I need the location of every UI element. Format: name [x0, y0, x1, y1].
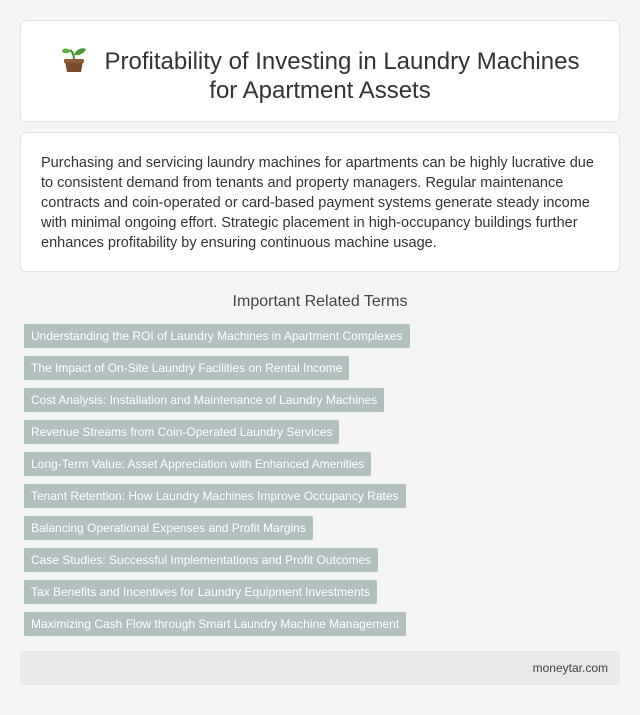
footer-bar [20, 651, 620, 685]
related-term-tag[interactable]: Long-Term Value: Asset Appreciation with Enhanced Amenities [24, 452, 371, 476]
related-term-tag[interactable]: Maximizing Cash Flow through Smart Laundry Machine Management [24, 612, 406, 636]
intro-paragraph: Purchasing and servicing laundry machines for apartments can be highly lucrative due to consistent demand from tenants and property managers. Regular maintenance contracts and coin-operated or card-based payment systems generate steady income with minimal ongoing effort. Strategic placement in high-occupancy buildings further enhances profitability by ensuring continuous machine usage. [41, 155, 594, 251]
related-term-tag[interactable]: Balancing Operational Expenses and Profit Margins [24, 516, 313, 540]
page-title [21, 45, 619, 105]
related-term-tag[interactable]: Understanding the ROI of Laundry Machines in Apartment Complexes [24, 324, 410, 348]
intro-card [20, 132, 620, 272]
related-term-tag[interactable]: Tax Benefits and Incentives for Laundry Equipment Investments [24, 580, 377, 604]
footer-site-link[interactable]: moneytar.com [532, 661, 608, 675]
title-line-1: Profitability of Investing in Laundry Machines [104, 48, 580, 75]
sprout-icon [61, 45, 87, 73]
title-card [20, 20, 620, 122]
related-terms-heading: Important Related Terms [232, 293, 408, 310]
related-term-tag[interactable]: Tenant Retention: How Laundry Machines Improve Occupancy Rates [24, 484, 406, 508]
related-term-tag[interactable]: Cost Analysis: Installation and Maintenance of Laundry Machines [24, 388, 384, 412]
related-term-tag[interactable]: The Impact of On-Site Laundry Facilities on Rental Income [24, 356, 349, 380]
related-term-tag[interactable]: Revenue Streams from Coin-Operated Laundry Services [24, 420, 339, 444]
related-term-tag[interactable]: Case Studies: Successful Implementations and Profit Outcomes [24, 548, 378, 572]
title-line-2: for Apartment Assets [209, 77, 431, 104]
